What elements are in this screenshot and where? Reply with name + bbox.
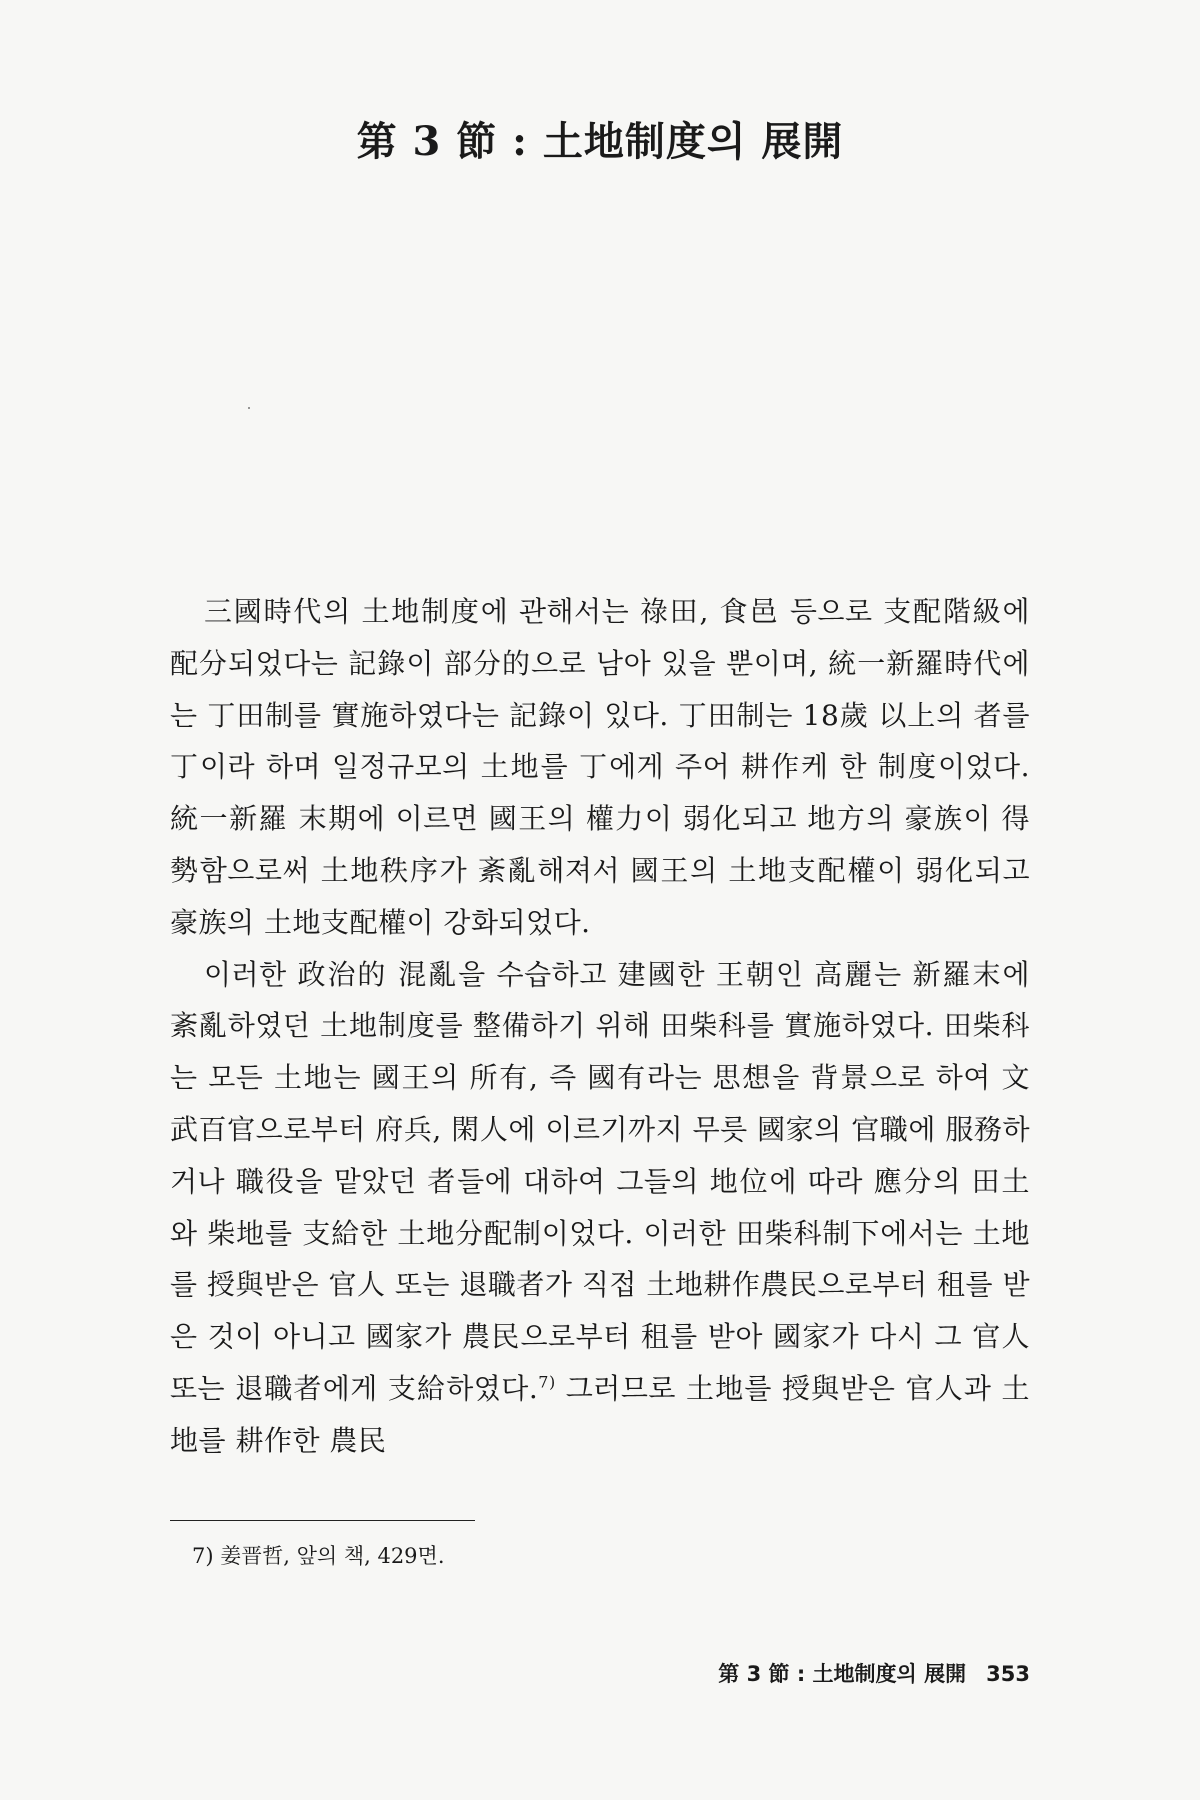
paragraph-1: 三國時代의 土地制度에 관해서는 祿田, 食邑 등으로 支配階級에 配分되었다는 記錄이 部分的으로 남아 있을 뿐이며, 統一新羅時代에는 丁田制를 實施하였다는 記錄이 있다. 丁田制는 18歲 以上의 者를 丁이라 하며 일정규모의 土地를 丁에게 주어 耕作케 한 制度이었다. 統一新羅 末期에 이르면 國王의 權力이 弱化되고 地方의 豪族이 得勢함으로써 土地秩序가 紊亂해져서 國王의 土地支配權이 弱化되고 豪族의 土地支配權이 강화되었다. [170,595,1030,939]
paragraph-2-tail: 그러므로 土地를 授與받은 官人과 土地를 耕作한 農民 [170,1371,1030,1457]
running-title: 第 3 節 : 土地制度의 展開 [718,1662,967,1686]
footnote-reference: 7) [538,1372,556,1392]
page-number: 353 [986,1662,1030,1686]
body-text [170,586,1030,1467]
footnote-divider [170,1520,475,1521]
running-footer [718,1658,1030,1688]
paragraph-2 [170,949,1030,1467]
footnote: 7) 姜晋哲, 앞의 책, 429면. [192,1544,445,1568]
paragraph-2-text: 이러한 政治的 混亂을 수습하고 建國한 王朝인 高麗는 新羅末에 紊亂하였던 土地制度를 整備하기 위해 田柴科를 實施하였다. 田柴科는 모든 土地는 國王의 所有, 즉 國有라는 思想을 背景으로 하여 文武百官으로부터 府兵, 閑人에 이르기까지 무릇 國家의 官職에 服務하거나 職役을 맡았던 者들에 대하여 그들의 地位에 따라 應分의 田土와 柴地를 支給한 土地分配制이었다. 이러한 田柴科制下에서는 土地를 授與받은 官人 또는 退職者가 직접 土地耕作農民으로부터 租를 받은 것이 아니고 國家가 農民으로부터 租를 받아 國家가 다시 그 官人 또는 退職者에게 支給하였다. [170,957,1031,1405]
chapter-title: 第 3 節 : 土地制度의 展開 [356,118,844,165]
scan-speck [248,407,250,409]
